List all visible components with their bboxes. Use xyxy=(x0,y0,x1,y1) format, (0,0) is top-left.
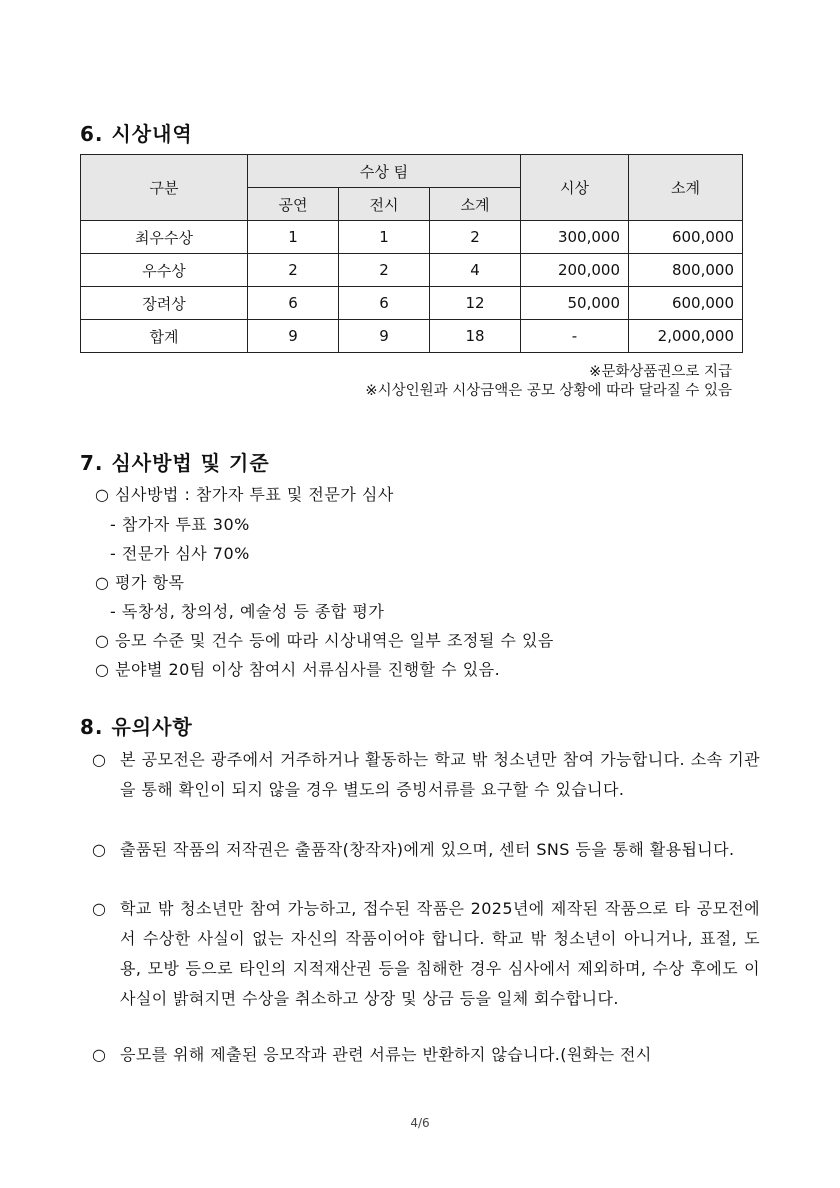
row-performance: 1 xyxy=(248,221,339,254)
list-item: - 전문가 심사 70% xyxy=(110,544,250,563)
list-item: ○ 평가 항목 xyxy=(95,573,185,592)
list-item: ○ 심사방법 : 참가자 투표 및 전문가 심사 xyxy=(95,485,394,504)
row-performance: 2 xyxy=(248,254,339,287)
header-performance: 공연 xyxy=(248,188,339,221)
notice-text: 본 공모전은 광주에서 거주하거나 활동하는 학교 밖 청소년만 참여 가능합니다. 소속 기관을 통해 확인이 되지 않을 경우 별도의 증빙서류를 요구할 수 있습니다. xyxy=(120,750,760,799)
table-row-total xyxy=(81,320,743,353)
row-prize: 200,000 xyxy=(521,254,629,287)
section-6-title: 6. 시상내역 xyxy=(80,122,193,146)
header-exhibition: 전시 xyxy=(339,188,430,221)
row-performance: 6 xyxy=(248,287,339,320)
list-item: ○ 응모 수준 및 건수 등에 따라 시상내역은 일부 조정될 수 있음 xyxy=(95,631,554,650)
row-exhibition: 9 xyxy=(339,320,430,353)
header-category: 구분 xyxy=(81,155,248,221)
bullet-circle: ○ xyxy=(92,840,107,859)
list-item: - 참가자 투표 30% xyxy=(110,515,250,534)
section-7-title: 7. 심사방법 및 기준 xyxy=(80,451,270,475)
note-subject-to-change: ※시상인원과 시상금액은 공모 상황에 따라 달라질 수 있음 xyxy=(365,383,732,399)
bullet-circle: ○ xyxy=(92,750,107,769)
header-prize: 시상 xyxy=(521,155,629,221)
row-subtotal: 4 xyxy=(430,254,521,287)
list-item: ○ 분야별 20팀 이상 참여시 서류심사를 진행할 수 있음. xyxy=(95,660,501,679)
row-total: 600,000 xyxy=(629,287,743,320)
notice-text: 응모를 위해 제출된 응모작과 관련 서류는 반환하지 않습니다.(원화는 전시 xyxy=(120,1045,652,1064)
page-number: 4/6 xyxy=(410,1116,430,1130)
row-name: 우수상 xyxy=(81,254,248,287)
note-gift-card: ※문화상품권으로 지급 xyxy=(589,364,732,380)
row-subtotal: 18 xyxy=(430,320,521,353)
row-subtotal: 2 xyxy=(430,221,521,254)
notice-item xyxy=(92,894,760,1014)
award-table xyxy=(80,154,743,353)
header-team: 수상 팀 xyxy=(248,155,521,188)
row-name: 장려상 xyxy=(81,287,248,320)
row-total: 2,000,000 xyxy=(629,320,743,353)
section-8-title: 8. 유의사항 xyxy=(80,715,193,739)
row-prize: 300,000 xyxy=(521,221,629,254)
row-exhibition: 1 xyxy=(339,221,430,254)
row-name: 최우수상 xyxy=(81,221,248,254)
row-prize: 50,000 xyxy=(521,287,629,320)
notice-item xyxy=(92,745,760,805)
bullet-circle: ○ xyxy=(92,899,107,918)
notice-item xyxy=(92,835,760,865)
row-exhibition: 2 xyxy=(339,254,430,287)
row-subtotal: 12 xyxy=(430,287,521,320)
row-performance: 9 xyxy=(248,320,339,353)
row-prize: - xyxy=(521,320,629,353)
row-total: 600,000 xyxy=(629,221,743,254)
table-row xyxy=(81,221,743,254)
row-exhibition: 6 xyxy=(339,287,430,320)
notice-text: 출품된 작품의 저작권은 출품작(창작자)에게 있으며, 센터 SNS 등을 통해 활용됩니다. xyxy=(120,840,735,859)
row-name: 합계 xyxy=(81,320,248,353)
bullet-circle: ○ xyxy=(92,1045,107,1064)
list-item: - 독창성, 창의성, 예술성 등 종합 평가 xyxy=(110,602,385,621)
table-row xyxy=(81,287,743,320)
table-row xyxy=(81,254,743,287)
notice-item xyxy=(92,1040,760,1070)
notice-text: 학교 밖 청소년만 참여 가능하고, 접수된 작품은 2025년에 제작된 작품으로 타 공모전에서 수상한 사실이 없는 자신의 작품이어야 합니다. 학교 밖 청소년이 아니거나, 표절, 도용, 모방 등으로 타인의 지적재산권 등을 침해한 경우 심사에서 제외하며, 수상 후에도 이 사실이 밝혀지면 수상을 취소하고 상장 및 상금 등을 일체 회수합니다. xyxy=(120,899,760,1008)
header-total: 소계 xyxy=(629,155,743,221)
row-total: 800,000 xyxy=(629,254,743,287)
table-header-row xyxy=(81,155,743,188)
header-subtotal: 소계 xyxy=(430,188,521,221)
